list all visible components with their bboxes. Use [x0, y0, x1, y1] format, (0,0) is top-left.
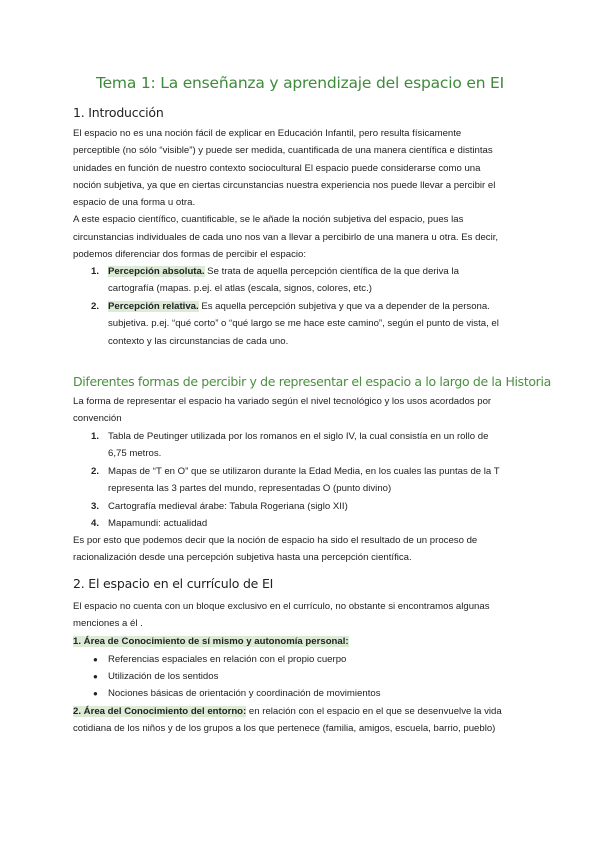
- list-number: 2.: [91, 466, 100, 477]
- text-segment: Es aquella percepción subjetiva y que va a depender de la persona.: [198, 301, 490, 312]
- text-line: cartografía (mapas. p.ej. el atlas (escala, signos, colores, etc.): [108, 283, 372, 295]
- text-line: racionalización desde una percepción subjetiva hasta una percepción científica.: [73, 552, 412, 564]
- text-line: Tabla de Peutinger utilizada por los romanos en el siglo IV, la cual consistía en un rollo de: [108, 431, 489, 442]
- text-line: convención: [73, 413, 122, 425]
- text-line: El espacio no es una noción fácil de explicar en Educación Infantil, pero resulta físicamente: [73, 128, 462, 139]
- text-line: circunstancias individuales de cada uno nos van a llevar a percibirlo de una manera u otra. Es decir,: [73, 231, 499, 243]
- term-highlight: Percepción relativa.: [108, 301, 199, 312]
- text-line: Nociones básicas de orientación y coordinación de movimientos: [108, 688, 381, 699]
- bullet-item: [0, 668, 600, 686]
- history-outro: [73, 532, 535, 567]
- term-highlight: Percepción absoluta.: [108, 266, 205, 277]
- text-line: podemos diferenciar dos formas de percibir el espacio:: [73, 249, 307, 261]
- list-item: [0, 515, 600, 533]
- text-line: Mapas de “T en O” que se utilizaron durante la Edad Media, en los cuales las puntas de la T: [108, 466, 500, 477]
- text-line: Cartografía medieval árabe: Tabula Rogeriana (siglo XII): [108, 501, 348, 512]
- text-line: perceptible (no sólo “visible”) y puede ser medida, cuantificada de una manera científica e distintas: [73, 145, 493, 157]
- document-title: Tema 1: La enseñanza y aprendizaje del espacio en EI: [95, 74, 505, 92]
- area-1-heading: 1. Área de Conocimiento de sí mismo y autonomía personal:: [73, 635, 349, 647]
- text-line: El espacio no cuenta con un bloque exclusivo en el currículo, no obstante si encontramos algunas: [73, 601, 490, 612]
- bullet-item: [0, 685, 600, 703]
- text-line: contexto y las circunstancias de cada uno.: [108, 335, 289, 347]
- list-item: [0, 498, 600, 516]
- text-line: Referencias espaciales en relación con el propio cuerpo: [108, 654, 347, 665]
- section-heading-historia: Diferentes formas de percibir y de representar el espacio a lo largo de la Historia: [73, 374, 551, 389]
- curriculo-intro: [73, 598, 535, 650]
- list-item: [0, 463, 600, 499]
- intro-paragraph-1: [73, 125, 535, 263]
- bullet-item: [0, 651, 600, 669]
- text-line: cotidiana de los niños y de los grupos a los que pertenece (familia, amigos, escuela, barrio, pueblo): [73, 723, 496, 735]
- text-line: espacio de una forma u otra.: [73, 197, 196, 209]
- text-line: Utilización de los sentidos: [108, 671, 219, 682]
- bullet-icon: ●: [93, 689, 98, 698]
- history-intro: [73, 393, 535, 428]
- list-number: 3.: [91, 501, 100, 512]
- area-2-heading: 2. Área del Conocimiento del entorno:: [73, 706, 247, 717]
- text-segment: Se trata de aquella percepción científica de la que deriva la: [204, 266, 459, 277]
- text-line: 6,75 metros.: [108, 448, 162, 460]
- area-2-paragraph: [73, 703, 535, 738]
- text-line: unidades en función de nuestro contexto sociocultural El espacio puede considerarse como una: [73, 162, 481, 174]
- list-number: 2.: [91, 301, 100, 312]
- list-number: 1.: [91, 266, 100, 277]
- list-item: [0, 428, 600, 464]
- text-line: La forma de representar el espacio ha variado según el nivel tecnológico y los usos acordados por: [73, 396, 492, 407]
- text-segment: en relación con el espacio en el que se desenvuelve la vida: [246, 706, 502, 717]
- section-heading-introduccion: 1. Introducción: [73, 105, 164, 120]
- bullet-icon: ●: [93, 672, 98, 681]
- text-line: noción subjetiva, ya que en ciertas circunstancias nuestra experiencia nos puede llevar a percibir el: [73, 179, 496, 191]
- list-number: 1.: [91, 431, 100, 442]
- text-line: menciones a él .: [73, 618, 143, 630]
- text-line: subjetiva. p.ej. “qué corto” o “qué largo se me hace este camino”, según el punto de vista, el: [108, 318, 499, 330]
- section-heading-curriculo: 2. El espacio en el currículo de EI: [73, 576, 274, 591]
- list-number: 4.: [91, 518, 100, 529]
- text-line: Mapamundi: actualidad: [108, 518, 208, 529]
- text-line: Es por esto que podemos decir que la noción de espacio ha sido el resultado de un proceso de: [73, 535, 478, 546]
- bullet-icon: ●: [93, 655, 98, 664]
- list-item: [0, 263, 600, 299]
- text-line: A este espacio científico, cuantificable, se le añade la noción subjetiva del espacio, pues las: [73, 214, 464, 226]
- text-line: representa las 3 partes del mundo, representadas O (punto divino): [108, 483, 392, 495]
- list-item: [0, 298, 600, 352]
